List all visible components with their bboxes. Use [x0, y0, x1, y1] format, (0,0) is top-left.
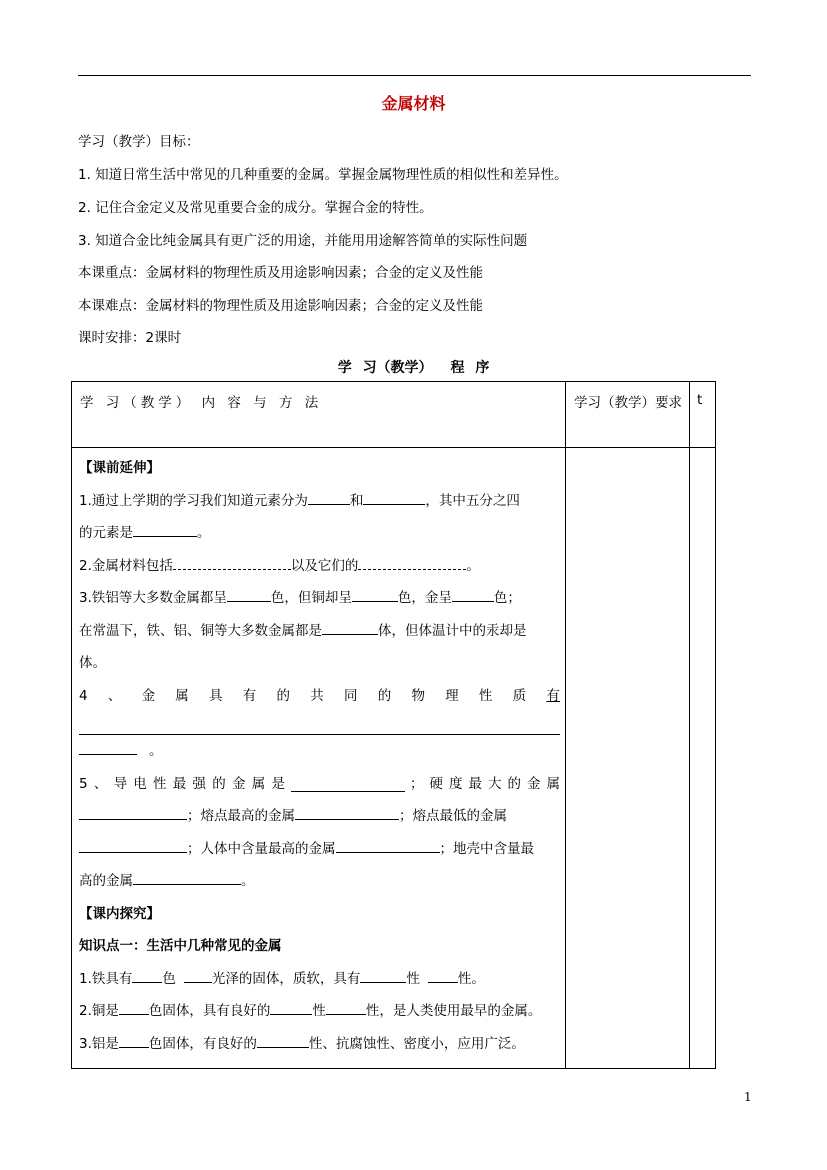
- objective-3: 3. 知道合金比纯金属具有更广泛的用途，并能用用途解答简单的实际性问题: [78, 233, 528, 249]
- blank[interactable]: [184, 967, 212, 983]
- table-header-row: [72, 382, 716, 448]
- blank[interactable]: [295, 804, 399, 820]
- blank[interactable]: [352, 586, 398, 602]
- header-requirement: 学习（教学）要求: [574, 395, 682, 411]
- blank[interactable]: [227, 586, 271, 602]
- page-number: 1: [744, 1090, 752, 1104]
- key-points: 本课重点：金属材料的物理性质及用途影响因素；合金的定义及性能: [78, 265, 483, 281]
- blank[interactable]: [133, 521, 197, 537]
- blank[interactable]: [257, 1032, 309, 1048]
- fill-1: 1.铁具有 色 光泽的固体，质软，具有 性 性。: [79, 963, 559, 996]
- answer-line[interactable]: [79, 712, 560, 735]
- blank[interactable]: [79, 739, 137, 755]
- question-5: 5 、 导 电 性 最 强 的 金 属 是 ； 硬 度 最 大 的 金 属: [79, 775, 560, 792]
- blank[interactable]: [173, 554, 291, 570]
- question-4: 4 、 金 属 具 有 的 共 同 的 物 理 性 质 有: [79, 687, 560, 704]
- in-class-heading: 【课内探究】: [79, 905, 160, 922]
- requirement-cell: [566, 448, 690, 1069]
- blank[interactable]: [308, 489, 350, 505]
- blank[interactable]: [363, 489, 425, 505]
- question-1: 1.通过上学期的学习我们知道元素分为 和 ，其中五分之四: [79, 485, 559, 518]
- pre-heading: 【课前延伸】: [79, 460, 160, 476]
- knowledge-point-1: 知识点一：生活中几种常见的金属: [79, 938, 282, 954]
- procedure-table: [71, 381, 716, 1069]
- objective-2: 2. 记住合金定义及常见重要合金的成分。掌握合金的特性。: [78, 200, 433, 216]
- blank[interactable]: [322, 619, 378, 635]
- blank[interactable]: [133, 869, 241, 885]
- blank[interactable]: [358, 554, 466, 570]
- header-rule: [78, 75, 751, 76]
- blank[interactable]: [132, 967, 162, 983]
- blank[interactable]: [428, 967, 458, 983]
- document-title: 金属材料: [381, 94, 446, 113]
- header-content-method: 学 习（教学） 内 容 与 方 法: [80, 395, 323, 411]
- difficult-points: 本课难点：金属材料的物理性质及用途影响因素；合金的定义及性能: [78, 298, 483, 314]
- question-2: 2.金属材料包括 以及它们的 。: [79, 550, 559, 583]
- question-3: 3.铁铝等大多数金属都呈 色，但铜却呈 色，金呈 色；: [79, 582, 559, 615]
- table-content-row: [72, 448, 716, 1069]
- blank[interactable]: [326, 999, 366, 1015]
- objective-1: 1. 知道日常生活中常见的几种重要的金属。掌握金属物理性质的相似性和差异性。: [78, 167, 568, 183]
- header-t: t: [697, 392, 703, 408]
- blank[interactable]: [119, 1032, 149, 1048]
- content-cell: 【课前延伸】 1.通过上学期的学习我们知道元素分为 和 ，其中五分之四 的元素是 。 2.金属材料包括 以及它们的 。 3.铁铝等大多数金属都呈 色，但铜却呈 色，金呈 色； 在常温下，铁、铝、铜等大多数金属都是 体，但体温计中的汞却是 体。 4 、 金 属 具 有 的 共 同 的 物 理 性 质 有 。 5 、 导 电 性 最 强 的 金 属 是 ； 硬 度 最 大 的 金 属 ；熔点最高的金属 ；熔点最低的金属 ；人体中含量最高的金属 ；地壳中含量最 高的金属 。 【课内探究】 知识点一：生活中几种常见的金属 1.铁具有 色 光泽的固体，质软，具有 性 性。 2.铜是 色固体，具有良好的 性 性，是人类使用最早的金属。 3.铝是 色固体，有良好的 性、抗腐蚀性、密度小，应用广泛。: [72, 448, 565, 1068]
- blank[interactable]: [291, 776, 405, 792]
- blank[interactable]: [360, 967, 406, 983]
- blank[interactable]: [119, 999, 149, 1015]
- schedule: 课时安排：2课时: [78, 330, 182, 346]
- objectives-heading: 学习（教学）目标：: [78, 134, 200, 150]
- procedure-title: 学 习（教学） 程 序: [337, 360, 490, 376]
- fill-2: 2.铜是 色固体，具有良好的 性 性，是人类使用最早的金属。: [79, 995, 559, 1028]
- blank[interactable]: [79, 837, 187, 853]
- blank[interactable]: [452, 586, 494, 602]
- blank[interactable]: [79, 804, 187, 820]
- blank[interactable]: [270, 999, 312, 1015]
- t-cell: [690, 448, 716, 1069]
- blank[interactable]: [336, 837, 440, 853]
- fill-3: 3.铝是 色固体，有良好的 性、抗腐蚀性、密度小，应用广泛。: [79, 1028, 559, 1061]
